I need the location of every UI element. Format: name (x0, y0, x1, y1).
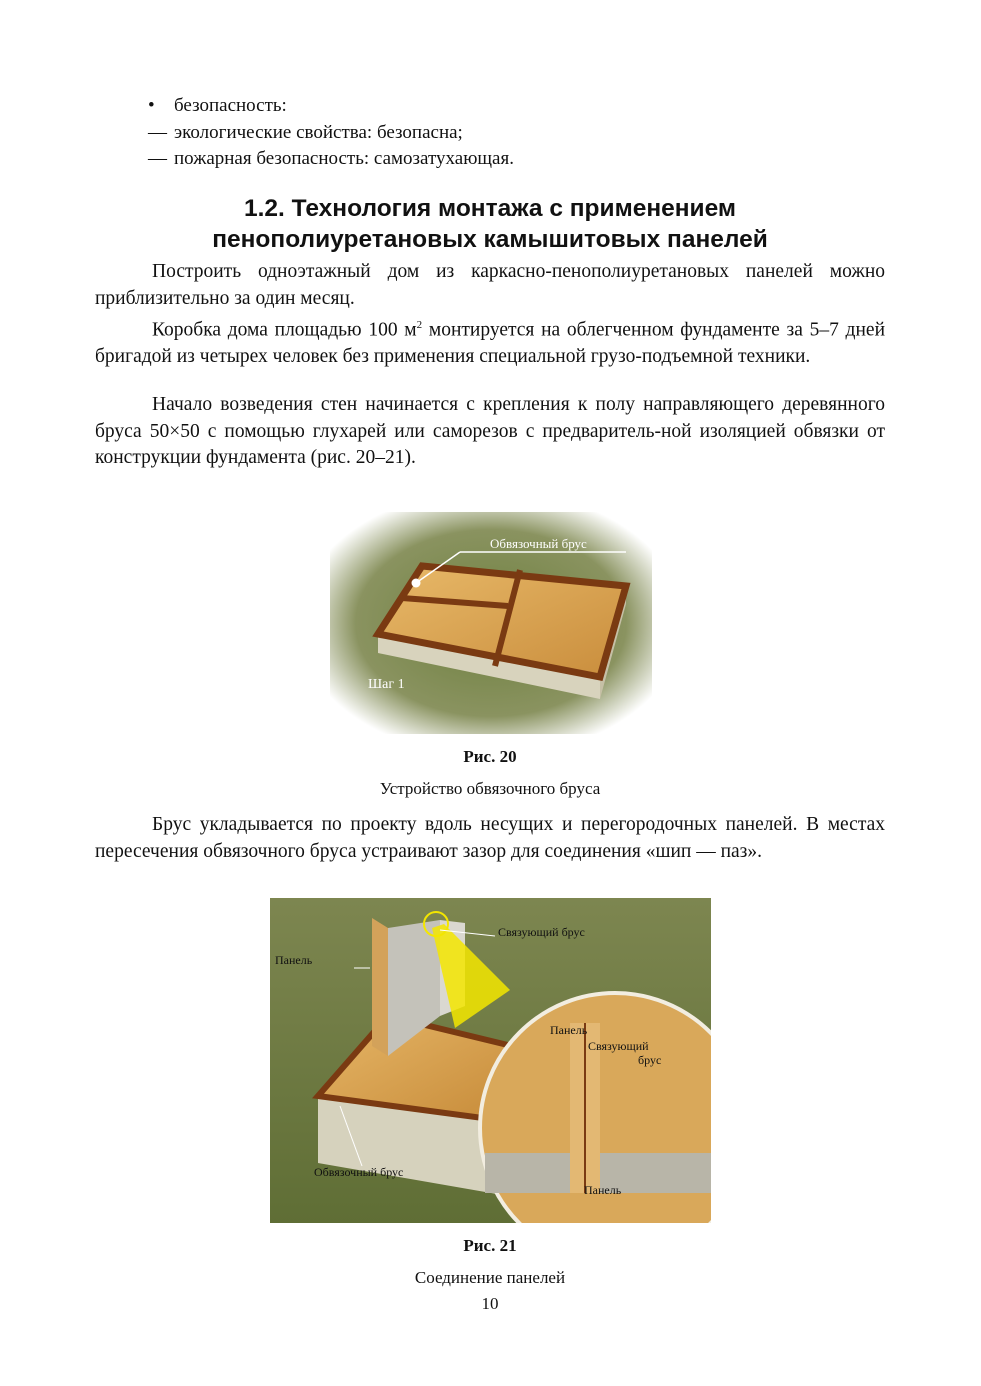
bullet-list (148, 93, 514, 173)
paragraph: Брус укладывается по проекту вдоль несущих и перегородочных панелей. В местах пересечения обвязочного бруса устраивают зазор для соединения «шип — паз». (95, 814, 885, 862)
dash-marker: — (148, 148, 167, 169)
figure-21-image (270, 898, 711, 1223)
label-zoom-link-2: брус (638, 1053, 662, 1067)
paragraph: Построить одноэтажный дом из каркасно-пенополиуретановых панелей можно приблизительно за один месяц. (95, 261, 885, 309)
label-zoom-link-1: Связующий (588, 1039, 649, 1053)
label-panel: Панель (275, 953, 313, 967)
paragraph: Начало возведения стен начинается с крепления к полу направляющего деревянного бруса 50×50 с помощью глухарей или саморезов с предваритель-ной изоляцией обвязки от конструкции фундамента (рис. 20–21). (95, 394, 885, 468)
label-link-beam: Связующий брус (498, 925, 585, 939)
label-zoom-panel-bottom: Панель (584, 1183, 622, 1197)
figure-20-number: Рис. 20 (463, 747, 517, 766)
figure-20-caption: Устройство обвязочного бруса (379, 779, 601, 798)
section-heading: 1.2. Технология монтажа с применением пенополиуретановых камышитовых панелей (212, 195, 768, 253)
paragraph: Коробка дома площадью 100 $м^2$ монтируется на облегченном фундаменте за 5–7 дней бригадой из четырех человек без применения специальной грузо-подъемной техники. (95, 319, 886, 367)
label-zoom-panel: Панель (550, 1023, 588, 1037)
list-item: — пожарная безопасность: самозатухающая. (148, 146, 514, 173)
page-number: 10 (481, 1294, 499, 1313)
label-step: Шаг 1 (368, 677, 405, 692)
figure-21-caption: Соединение панелей (414, 1268, 566, 1287)
label-beam: Обвязочный брус (490, 536, 587, 551)
figure-20-image (330, 512, 652, 734)
bullet-marker: • (148, 95, 155, 116)
list-item: — экологические свойства: безопасна; (148, 120, 514, 147)
dash-marker: — (148, 121, 167, 143)
label-bottom-beam: Обвязочный брус (314, 1165, 404, 1179)
list-item: • безопасность: (148, 93, 514, 120)
figure-21-number: Рис. 21 (463, 1236, 517, 1255)
